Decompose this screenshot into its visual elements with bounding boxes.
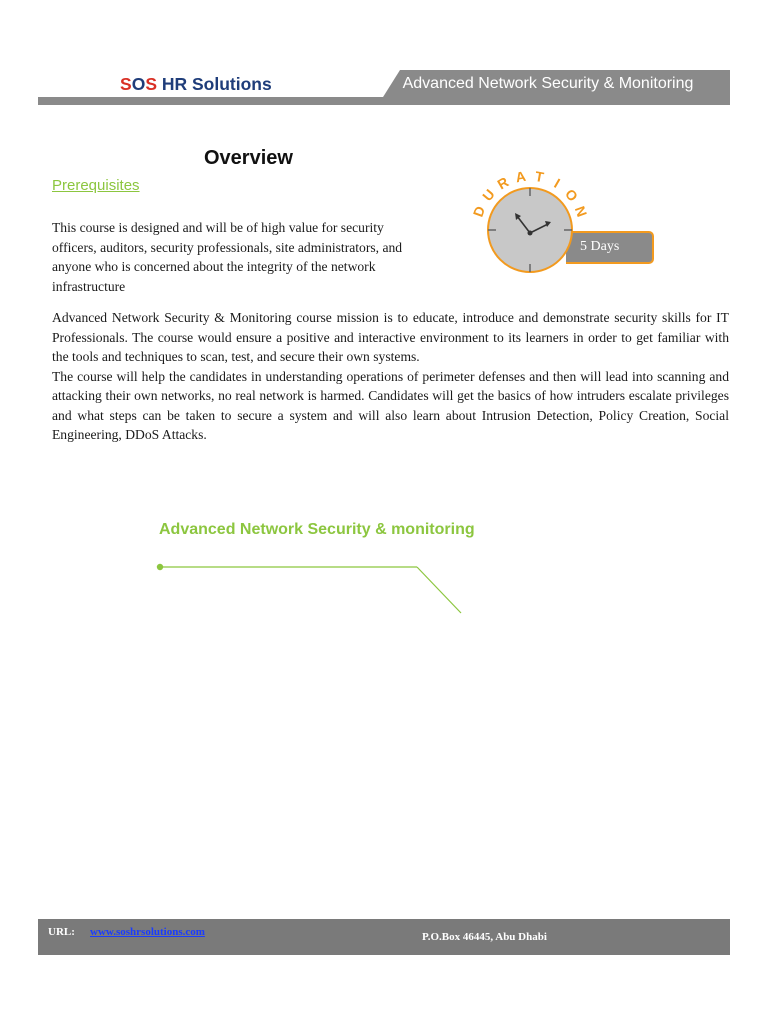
logo-letter-o: O (131, 74, 146, 94)
duration-letter: T (533, 167, 546, 186)
duration-value: 5 Days (580, 239, 620, 254)
logo-letter-s2: S (145, 74, 157, 94)
prerequisites-heading: Prerequisites (52, 177, 140, 194)
company-logo (120, 74, 272, 95)
section-heading: Advanced Network Security & monitoring (159, 521, 475, 538)
page-footer (38, 919, 730, 955)
course-description (52, 308, 729, 445)
duration-letter: A (514, 167, 527, 186)
footer-address: P.O.Box 46445, Abu Dhabi (422, 931, 547, 943)
duration-letter: U (479, 186, 498, 205)
description-paragraph-1: Advanced Network Security & Monitoring course mission is to educate, introduce and demonstrate security skills for IT Professionals. The course would ensure a positive and interactive environment to its learners in order to get familiar with the tools and techniques to scan, test, and secure their own systems. (52, 310, 729, 364)
duration-graphic (460, 160, 670, 280)
connector-line (150, 555, 470, 617)
clock-icon (460, 160, 670, 280)
duration-letter: R (494, 173, 512, 193)
course-title: Advanced Network Security & Monitoring (402, 75, 694, 92)
duration-letter: N (571, 203, 591, 219)
page-header (38, 70, 730, 105)
page-title: Overview (204, 147, 293, 169)
logo-letter-s1: S (120, 74, 132, 94)
duration-letter: O (561, 185, 582, 205)
footer-url-label: URL: (48, 926, 75, 938)
description-paragraph-2: The course will help the candidates in understanding operations of perimeter defenses and then will lead into scanning and attacking their own networks, no real network is harmed. Candidates will get the basics of how intruders escalate privileges and what steps can be taken to secure a system and will also learn about Intrusion Detection, Policy Creation, Social Engineering, DDoS Attacks. (52, 368, 729, 442)
prerequisites-text: This course is designed and will be of high value for security officers, auditors, security professionals, site administrators, and anyone who is concerned about the integrity of the network infrastructure (52, 220, 403, 294)
footer-website-link[interactable]: www.soshrsolutions.com (90, 926, 205, 938)
duration-letter: I (551, 175, 563, 191)
logo-name: HR Solutions (157, 74, 272, 94)
duration-letter: D (469, 203, 489, 219)
